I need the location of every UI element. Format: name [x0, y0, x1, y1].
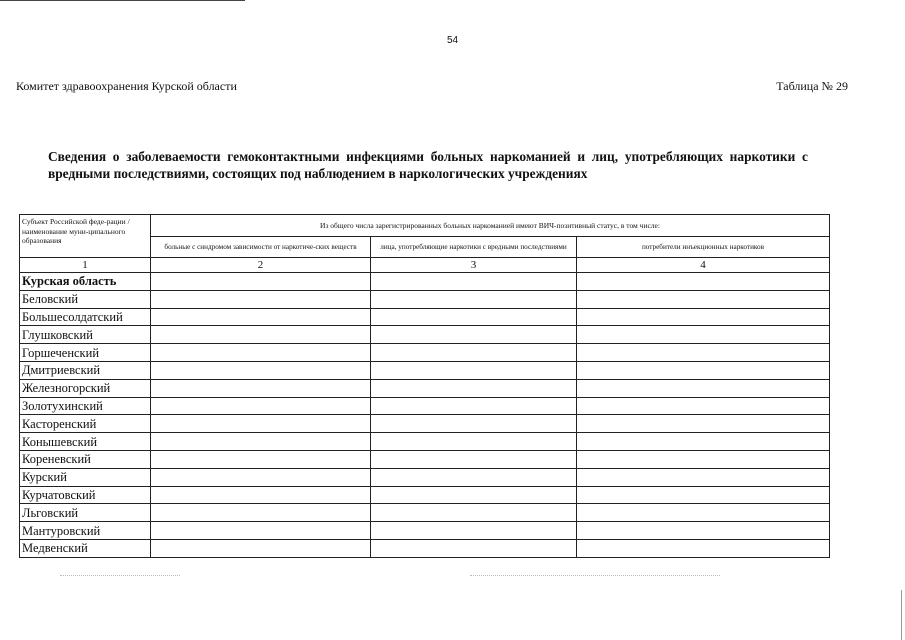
subject-header: Субъект Российской феде-рации /наименование муни-ципального образования [20, 215, 151, 258]
region-name-cell: Конышевский [20, 433, 151, 451]
empty-cell-injection [577, 379, 830, 397]
table-number: Таблица № 29 [776, 79, 848, 93]
scan-artifact [60, 575, 180, 576]
column-number: 1 [20, 258, 151, 273]
table-row [20, 273, 830, 291]
report-table [19, 214, 830, 558]
page-number: 54 [446, 35, 459, 46]
empty-cell-injection [577, 344, 830, 362]
empty-cell-injection [577, 450, 830, 468]
empty-cell-harmful-use [371, 290, 577, 308]
empty-cell-harmful-use [371, 326, 577, 344]
empty-cell-injection [577, 308, 830, 326]
table-row [20, 468, 830, 486]
empty-cell-harmful-use [371, 486, 577, 504]
table-row [20, 397, 830, 415]
document-title: Сведения о заболеваемости гемоконтактными инфекциями больных наркоманией и лиц, употребляющих наркотики с вредными последствиями, состоящих под наблюдением в наркологических учреждениях [48, 149, 808, 181]
empty-cell-injection [577, 397, 830, 415]
empty-cell-dependence [151, 326, 371, 344]
empty-cell-injection [577, 504, 830, 522]
empty-cell-injection [577, 273, 830, 291]
table-row [20, 450, 830, 468]
empty-cell-injection [577, 290, 830, 308]
table-row [20, 522, 830, 540]
region-name-cell: Касторенский [20, 415, 151, 433]
empty-cell-injection [577, 539, 830, 557]
empty-cell-injection [577, 326, 830, 344]
column-header-harmful-use: лица, употребляющие наркотики с вредными последствиями [371, 237, 577, 258]
table-row [20, 344, 830, 362]
column-number: 2 [151, 258, 371, 273]
empty-cell-dependence [151, 308, 371, 326]
table-row [20, 308, 830, 326]
empty-cell-harmful-use [371, 539, 577, 557]
organization-name: Комитет здравоохранения Курской области [16, 79, 237, 93]
region-name-cell: Глушковский [20, 326, 151, 344]
column-number: 4 [577, 258, 830, 273]
table-row [20, 379, 830, 397]
region-name-cell: Горшеченский [20, 344, 151, 362]
empty-cell-dependence [151, 450, 371, 468]
region-name-cell: Золотухинский [20, 397, 151, 415]
region-name-cell: Железногорский [20, 379, 151, 397]
table-row [20, 486, 830, 504]
empty-cell-dependence [151, 290, 371, 308]
empty-cell-harmful-use [371, 273, 577, 291]
region-name-cell: Кореневский [20, 450, 151, 468]
empty-cell-dependence [151, 433, 371, 451]
empty-cell-dependence [151, 361, 371, 379]
region-name-cell: Медвенский [20, 539, 151, 557]
empty-cell-harmful-use [371, 344, 577, 362]
column-number: 3 [371, 258, 577, 273]
table-row [20, 326, 830, 344]
region-name-cell: Мантуровский [20, 522, 151, 540]
empty-cell-harmful-use [371, 415, 577, 433]
empty-cell-dependence [151, 522, 371, 540]
empty-cell-harmful-use [371, 379, 577, 397]
empty-cell-injection [577, 361, 830, 379]
region-name-cell: Дмитриевский [20, 361, 151, 379]
empty-cell-injection [577, 468, 830, 486]
region-name-cell: Льговский [20, 504, 151, 522]
region-name-cell: Беловский [20, 290, 151, 308]
top-rule [0, 0, 245, 1]
region-name-cell: Курский [20, 468, 151, 486]
empty-cell-harmful-use [371, 522, 577, 540]
table-row [20, 433, 830, 451]
empty-cell-harmful-use [371, 308, 577, 326]
empty-cell-dependence [151, 468, 371, 486]
empty-cell-injection [577, 522, 830, 540]
empty-cell-injection [577, 433, 830, 451]
region-name-cell: Большесолдатский [20, 308, 151, 326]
empty-cell-dependence [151, 504, 371, 522]
empty-cell-harmful-use [371, 450, 577, 468]
empty-cell-harmful-use [371, 397, 577, 415]
column-header-injection: потребители инъекционных наркотиков [577, 237, 830, 258]
table-row [20, 539, 830, 557]
hiv-status-group-header: Из общего числа зарегистрированных больных наркоманией имеют ВИЧ-позитивный статус, в том числе: [151, 215, 830, 237]
page-edge-line [901, 590, 902, 640]
column-header-dependence: больные с синдромом зависимости от наркотиче-ских веществ [151, 237, 371, 258]
empty-cell-harmful-use [371, 361, 577, 379]
scan-artifact [470, 575, 720, 576]
empty-cell-dependence [151, 273, 371, 291]
empty-cell-dependence [151, 344, 371, 362]
table-row [20, 290, 830, 308]
table-row [20, 361, 830, 379]
table-row [20, 415, 830, 433]
header-row-group [20, 215, 830, 237]
empty-cell-dependence [151, 415, 371, 433]
empty-cell-dependence [151, 379, 371, 397]
empty-cell-injection [577, 486, 830, 504]
empty-cell-harmful-use [371, 504, 577, 522]
region-name-cell: Курчатовский [20, 486, 151, 504]
empty-cell-dependence [151, 486, 371, 504]
empty-cell-injection [577, 415, 830, 433]
empty-cell-harmful-use [371, 433, 577, 451]
region-name-cell: Курская область [20, 273, 151, 291]
column-number-row [20, 258, 830, 273]
empty-cell-harmful-use [371, 468, 577, 486]
empty-cell-dependence [151, 539, 371, 557]
table-row [20, 504, 830, 522]
empty-cell-dependence [151, 397, 371, 415]
